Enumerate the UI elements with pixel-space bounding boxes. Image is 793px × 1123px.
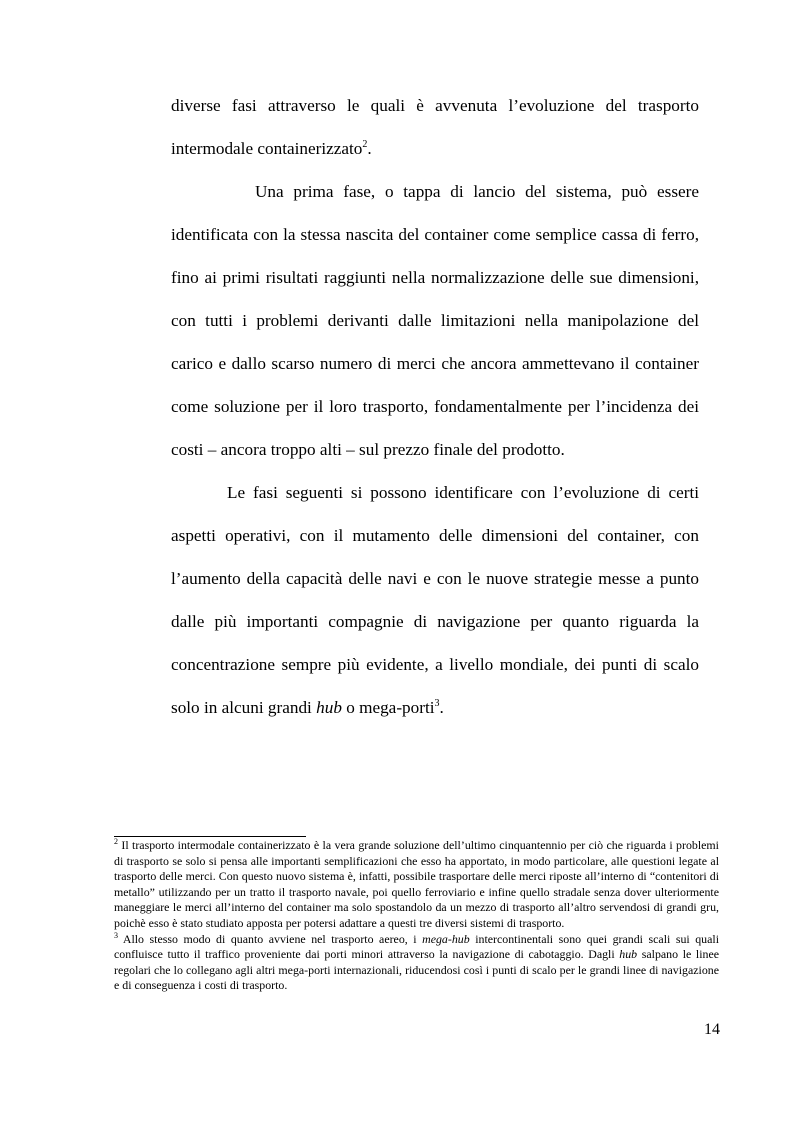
paragraph-3-text: Le fasi seguenti si possono identificare con l’evoluzione di certi aspetti operativi, con il mutamento delle dimensioni del container, con l’aumento della capacità delle navi e con le nuove strategie messe a punto dalle più importanti compagnie di navigazione per quanto riguarda la concentrazione sempre più evidente, a livello mondiale, dei punti di scalo solo in alcuni grandi bbox=[171, 483, 699, 717]
footnote-3 bbox=[114, 932, 719, 994]
page-number: 14 bbox=[704, 1021, 720, 1038]
paragraph-2-text: Una prima fase, o tappa di lancio del sistema, può essere identificata con la stessa nascita del container come semplice cassa di ferro, fino ai primi risultati raggiunti nella normalizzazione delle sue dimensioni, con tutti i problemi derivanti dalle limitazioni nella manipolazione del carico e dallo scarso numero di merci che ancora ammettevano il container come soluzione per il loro trasporto, fondamentalmente per l’incidenza dei costi – ancora troppo alti – sul prezzo finale del prodotto. bbox=[171, 182, 699, 459]
footnote-ref-3: 3 bbox=[434, 698, 440, 709]
paragraph-3 bbox=[171, 471, 699, 729]
main-text bbox=[171, 84, 699, 729]
footnotes bbox=[114, 838, 719, 994]
hub-term: hub bbox=[316, 698, 342, 717]
paragraph-1-text: diverse fasi attraverso le quali è avvenuta l’evoluzione del trasporto intermodale containerizzato bbox=[171, 96, 699, 158]
mega-hub-term: mega-hub bbox=[422, 931, 470, 946]
footnote-2-text: Il trasporto intermodale containerizzato è la vera grande soluzione dell’ultimo cinquantennio per ciò che riguarda i problemi di trasporto se solo si pensa alle importanti semplificazioni che esso ha apportato, in modo particolare, alle questioni legate al trasporto delle merci. Con questo nuovo sistema è, infatti, possibile trasportare delle merci riposte all’interno di “contenitori di metallo” utilizzando per un tratto il trasporto navale, poi quello ferroviario e infine quello stradale senza dover ulteriormente maneggiare le merci all’interno del container ma solo spostandolo da un mezzo di trasporto all’altro servendosi di grandi gru, poichè esso è stato studiato apposta per potersi adattare a questi tre diversi sistemi di trasporto. bbox=[114, 838, 719, 930]
paragraph-1-end: . bbox=[367, 139, 372, 158]
paragraph-1 bbox=[171, 84, 699, 170]
footnote-2-number: 2 bbox=[114, 837, 118, 846]
footnote-3-text-2: intercontinentali sono quei grandi scali sui quali confluisce tutto il traffico proveniente dai porti minori attraverso la navigazione di cabotaggio. Dagli bbox=[114, 931, 719, 962]
footnote-ref-2: 2 bbox=[362, 139, 368, 150]
footnote-2 bbox=[114, 838, 719, 932]
paragraph-3-text-after: o mega-porti bbox=[341, 698, 435, 717]
footnote-3-text-1: Allo stesso modo di quanto avviene nel trasporto aereo, i bbox=[118, 931, 423, 946]
paragraph-3-end: . bbox=[439, 698, 444, 717]
footnote-3-number: 3 bbox=[114, 930, 118, 940]
hub-term-footnote: hub bbox=[619, 947, 638, 962]
footnote-divider bbox=[114, 836, 306, 837]
paragraph-2 bbox=[171, 170, 699, 471]
footnote-3-text-3: salpano le linee regolari che lo collegano agli altri mega-porti internazionali, riducendosi così i punti di scalo per le grandi linee di navigazione e di conseguenza i costi di trasporto. bbox=[114, 947, 720, 993]
